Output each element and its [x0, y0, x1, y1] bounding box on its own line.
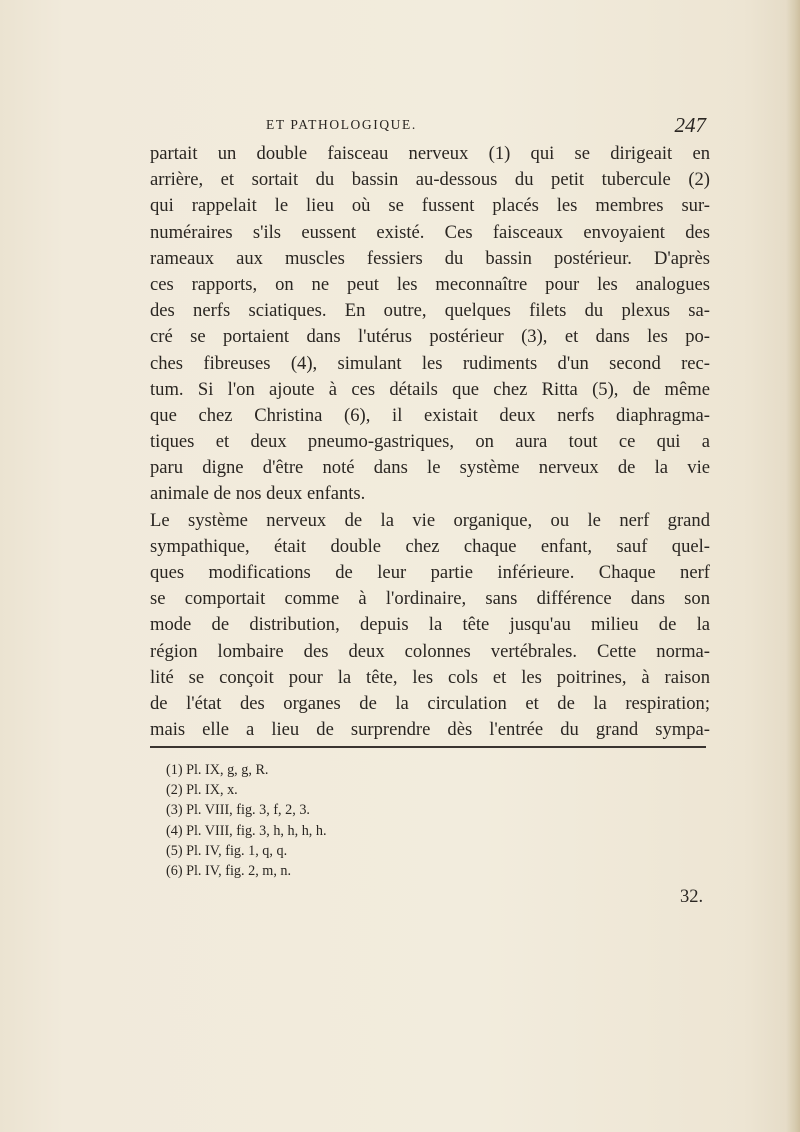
running-head: ET PATHOLOGIQUE.: [266, 117, 417, 132]
text-line: mais elle a lieu de surprendre dès l'entrée du grand sympa-: [150, 719, 710, 741]
footnote-divider: [150, 746, 706, 748]
text-line: ces rapports, on ne peut les meconnaître pour les analogues: [150, 273, 710, 295]
text-line: se comportait comme à l'ordinaire, sans différence dans son: [150, 588, 710, 610]
footnote: (6) Pl. IV, fig. 2, m, n.: [166, 862, 292, 879]
text-line: des nerfs sciatiques. En outre, quelques filets du plexus sa-: [150, 300, 710, 322]
body-text: [150, 141, 710, 743]
text-line: rameaux aux muscles fessiers du bassin postérieur. D'après: [150, 247, 710, 269]
footnote: (5) Pl. IV, fig. 1, q, q.: [166, 842, 288, 859]
text-line: sympathique, était double chez chaque enfant, sauf quel-: [150, 535, 710, 557]
footnote: (2) Pl. IX, x.: [166, 782, 238, 799]
text-line: de l'état des organes de la circulation et de la respiration;: [150, 692, 710, 714]
footnote: (3) Pl. VIII, fig. 3, f, 2, 3.: [166, 802, 310, 819]
text-line: paru digne d'être noté dans le système nerveux de la vie: [150, 457, 710, 479]
text-line: arrière, et sortait du bassin au-dessous du petit tubercule (2): [150, 169, 710, 191]
text-line: cré se portaient dans l'utérus postérieur (3), et dans les po-: [150, 326, 710, 348]
text-line: tiques et deux pneumo-gastriques, on aura tout ce qui a: [150, 431, 710, 453]
text-line: Le système nerveux de la vie organique, ou le nerf grand: [150, 509, 710, 531]
text-line: ches fibreuses (4), simulant les rudiments d'un second rec-: [150, 352, 710, 374]
page-number: 247: [674, 113, 706, 137]
text-line: numéraires s'ils eussent existé. Ces faisceaux envoyaient des: [150, 221, 710, 243]
text-line: que chez Christina (6), il existait deux nerfs diaphragma-: [150, 404, 710, 426]
footnote: (4) Pl. VIII, fig. 3, h, h, h, h.: [166, 822, 327, 839]
footnote: (1) Pl. IX, g, g, R.: [166, 762, 269, 778]
text-line: animale de nos deux enfants.: [150, 483, 366, 505]
text-line: ques modifications de leur partie inférieure. Chaque nerf: [150, 562, 710, 583]
text-line: qui rappelait le lieu où se fussent placés les membres sur-: [150, 195, 710, 217]
text-line: lité se conçoit pour la tête, les cols et les poitrines, à raison: [150, 666, 710, 688]
text-line: tum. Si l'on ajoute à ces détails que chez Ritta (5), de même: [150, 378, 710, 400]
signature-mark: 32.: [680, 887, 704, 907]
footnotes: [166, 760, 327, 881]
page-edge-shadow: [786, 0, 800, 1132]
page-header: [150, 113, 710, 139]
text-line: région lombaire des deux colonnes vertébrales. Cette norma-: [150, 640, 710, 662]
text-line: partait un double faisceau nerveux (1) qui se dirigeait en: [150, 143, 710, 164]
text-line: mode de distribution, depuis la tête jusqu'au milieu de la: [150, 614, 710, 636]
